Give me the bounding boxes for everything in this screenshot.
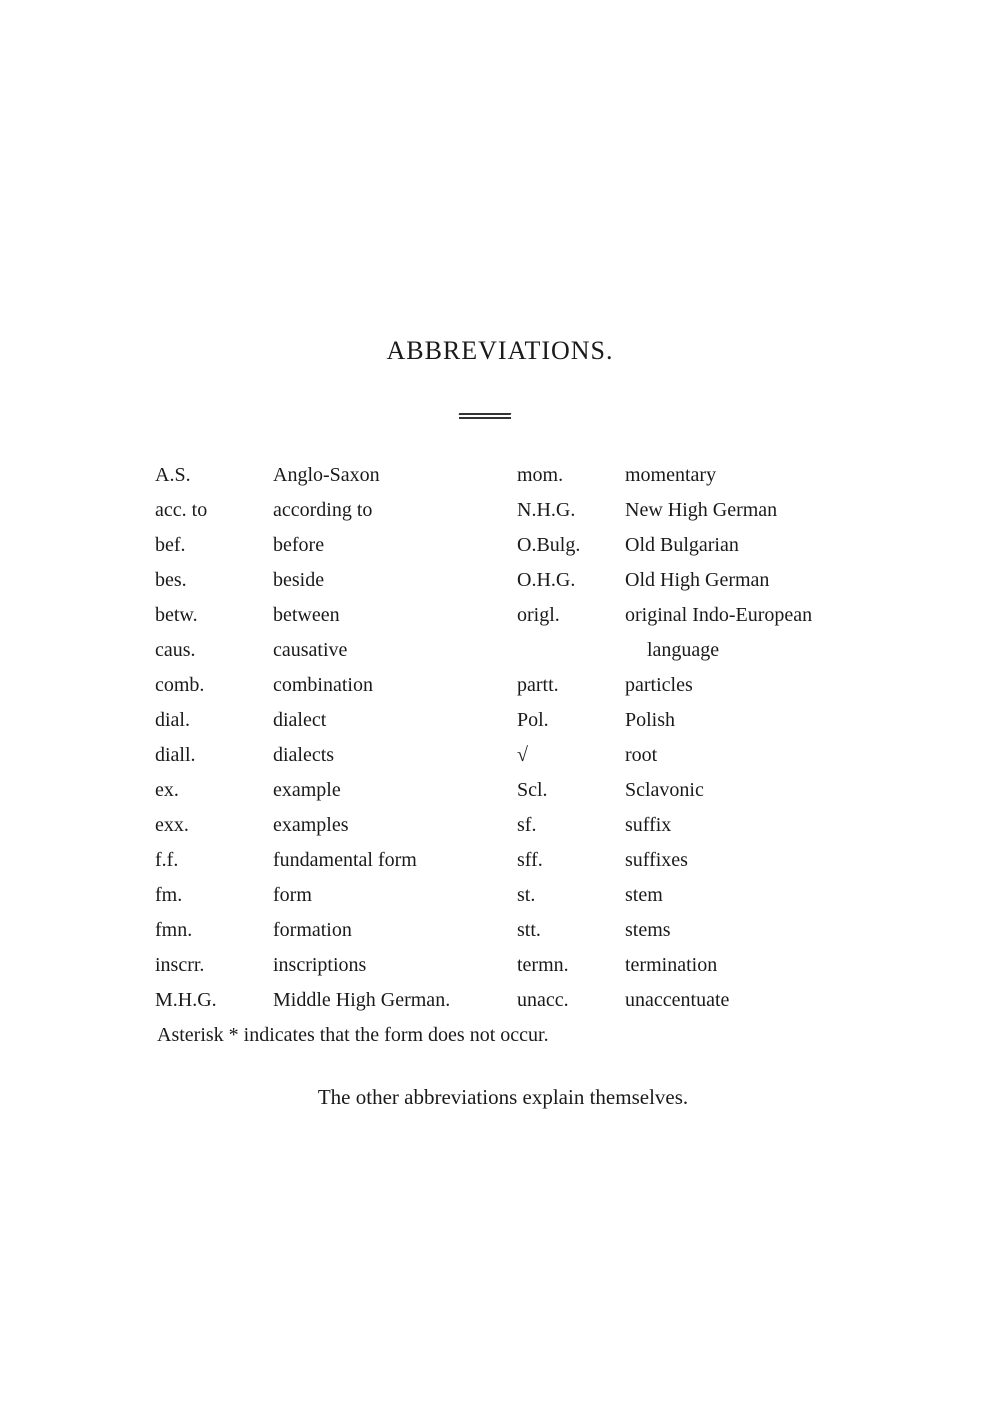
abbreviation: O.Bulg. <box>517 534 581 556</box>
abbreviation: origl. <box>517 604 560 626</box>
meaning: root <box>625 744 658 766</box>
meaning: beside <box>273 569 325 591</box>
abbreviation: bef. <box>155 534 186 556</box>
abbreviation: acc. to <box>155 499 208 521</box>
closing-note: The other abbreviations explain themselves. <box>317 1085 689 1109</box>
table-row <box>155 773 875 808</box>
meaning: New High German <box>625 499 778 521</box>
meaning: original Indo-European <box>625 604 813 626</box>
table-row <box>155 633 875 668</box>
table-row <box>155 843 875 878</box>
abbreviation: fm. <box>155 884 183 906</box>
abbreviation: caus. <box>155 639 196 661</box>
abbreviation: mom. <box>517 464 564 486</box>
abbreviation: unacc. <box>517 989 569 1011</box>
root-symbol: √ <box>517 744 528 766</box>
meaning: Anglo-Saxon <box>273 464 380 486</box>
meaning: suffix <box>625 814 672 836</box>
abbreviation: ex. <box>155 779 179 801</box>
meaning: momentary <box>625 464 717 486</box>
table-row <box>155 703 875 738</box>
abbreviation: O.H.G. <box>517 569 576 591</box>
abbreviation: sff. <box>517 849 543 871</box>
abbreviation: betw. <box>155 604 198 626</box>
meaning: unaccentuate <box>625 989 730 1011</box>
meaning-continuation: language <box>647 639 720 661</box>
meaning: particles <box>625 674 693 696</box>
meaning: before <box>273 534 325 556</box>
title-divider <box>459 413 511 419</box>
table-row <box>155 668 875 703</box>
meaning: examples <box>273 814 349 836</box>
page-title: ABBREVIATIONS. <box>386 336 614 365</box>
abbreviation: f.f. <box>155 849 179 871</box>
table-row <box>155 913 875 948</box>
abbreviations-table <box>155 458 875 1018</box>
table-row <box>155 598 875 633</box>
meaning: dialect <box>273 709 327 731</box>
table-row <box>155 563 875 598</box>
meaning: between <box>273 604 340 626</box>
abbreviation: comb. <box>155 674 205 696</box>
meaning: stems <box>625 919 671 941</box>
meaning: dialects <box>273 744 335 766</box>
meaning: according to <box>273 499 373 521</box>
meaning: Old High German <box>625 569 770 591</box>
abbreviation: st. <box>517 884 536 906</box>
table-row <box>155 493 875 528</box>
abbreviation: bes. <box>155 569 187 591</box>
abbreviation: sf. <box>517 814 537 836</box>
abbreviation: N.H.G. <box>517 499 576 521</box>
meaning: suffixes <box>625 849 688 871</box>
abbreviation: A.S. <box>155 464 191 486</box>
abbreviation: M.H.G. <box>155 989 217 1011</box>
meaning: combination <box>273 674 373 696</box>
meaning: Sclavonic <box>625 779 704 801</box>
meaning: causative <box>273 639 348 661</box>
meaning: formation <box>273 919 352 941</box>
asterisk-note: Asterisk * indicates that the form does not occur. <box>157 1024 549 1046</box>
abbreviation: stt. <box>517 919 541 941</box>
meaning: Middle High German. <box>273 989 451 1011</box>
abbreviation: exx. <box>155 814 189 836</box>
abbreviation: partt. <box>517 674 559 696</box>
abbreviation: inscrr. <box>155 954 205 976</box>
meaning: inscriptions <box>273 954 367 976</box>
abbreviation: Pol. <box>517 709 549 731</box>
table-row <box>155 948 875 983</box>
table-row <box>155 528 875 563</box>
meaning: stem <box>625 884 663 906</box>
abbreviation: dial. <box>155 709 190 731</box>
meaning: form <box>273 884 312 906</box>
abbreviation: termn. <box>517 954 569 976</box>
abbreviation: fmn. <box>155 919 193 941</box>
abbreviation: Scl. <box>517 779 548 801</box>
table-row <box>155 878 875 913</box>
table-row <box>155 808 875 843</box>
table-row <box>155 738 875 773</box>
table-row <box>155 458 875 493</box>
meaning: Polish <box>625 709 676 731</box>
meaning: fundamental form <box>273 849 417 871</box>
meaning: termination <box>625 954 718 976</box>
abbreviation: diall. <box>155 744 196 766</box>
table-row <box>155 983 875 1018</box>
meaning: Old Bulgarian <box>625 534 739 556</box>
meaning: example <box>273 779 341 801</box>
